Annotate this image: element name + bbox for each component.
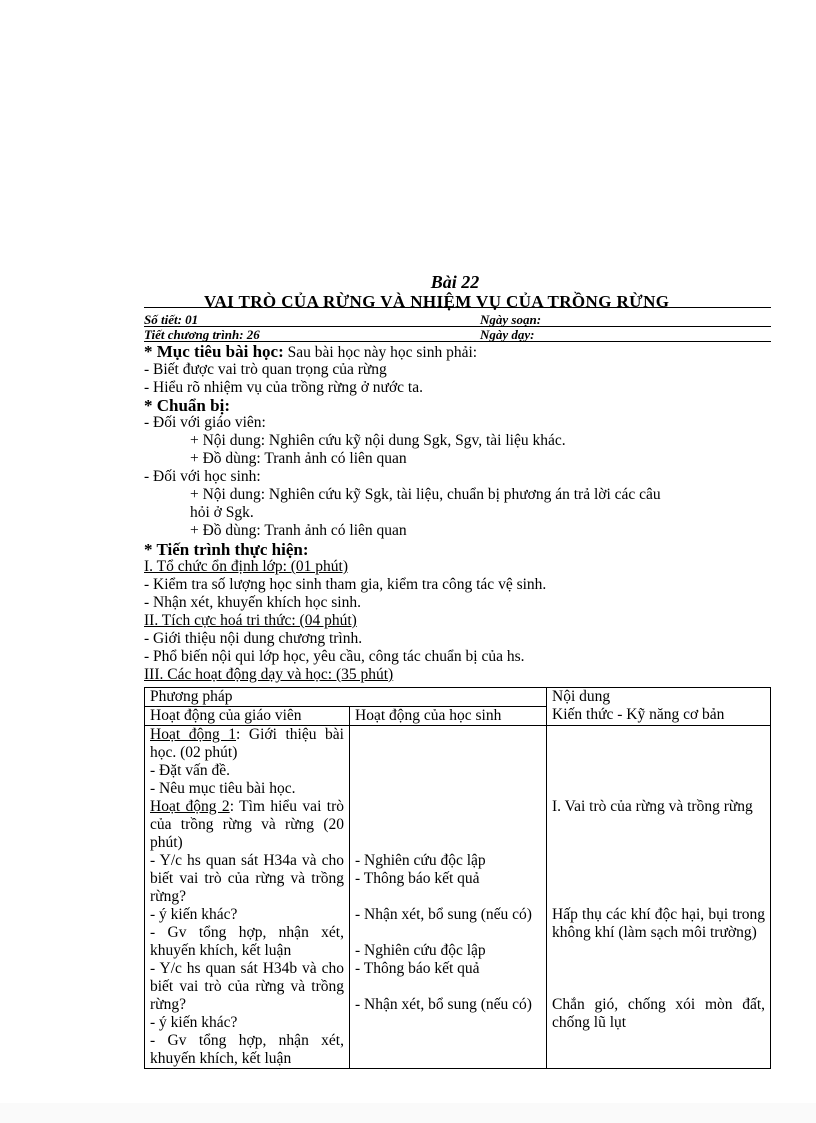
objectives-heading: * Mục tiêu bài học: bbox=[144, 342, 284, 361]
header-student: Hoạt động của học sinh bbox=[350, 707, 547, 726]
meta-tiet-chuong-trinh: Tiết chương trình: 26 bbox=[144, 327, 260, 342]
header-method: Phương pháp bbox=[145, 688, 547, 707]
activity-2 bbox=[150, 798, 344, 852]
teacher-step: - Đặt vấn đề. bbox=[150, 762, 231, 779]
teacher-other-opinion: - ý kiến khác? bbox=[150, 906, 238, 923]
process-part-2: II. Tích cực hoá tri thức: (04 phút) bbox=[144, 612, 357, 629]
objectives-line bbox=[144, 343, 477, 362]
student-spacer bbox=[355, 978, 541, 996]
student-activities-cell bbox=[350, 726, 547, 1069]
content-spacer bbox=[552, 726, 765, 798]
prep-teacher: - Đối với giáo viên: bbox=[144, 414, 266, 431]
meta-ngay-day: Ngày dạy: bbox=[480, 327, 535, 342]
content-spacer bbox=[552, 816, 765, 906]
teacher-other-opinion: - ý kiến khác? bbox=[150, 1014, 238, 1031]
lesson-plan-table bbox=[144, 687, 771, 1069]
activity-1-label: Hoạt động 1 bbox=[150, 726, 237, 743]
table-header-row bbox=[145, 688, 771, 707]
objectives-intro: Sau bài học này học sinh phải: bbox=[283, 344, 478, 361]
process-part-1: I. Tổ chức ổn định lớp: (01 phút) bbox=[144, 558, 349, 575]
teacher-step: - Nêu mục tiêu bài học. bbox=[150, 780, 296, 797]
prep-student-content-2: hỏi ở Sgk. bbox=[190, 504, 254, 521]
meta-so-tiet: Số tiết: 01 bbox=[144, 312, 199, 327]
prep-student-tools: + Đồ dùng: Tranh ảnh có liên quan bbox=[190, 522, 407, 539]
student-step: - Nhận xét, bổ sung (nếu có) bbox=[355, 906, 532, 923]
process-part-2-item: - Giới thiệu nội dung chương trình. bbox=[144, 630, 363, 647]
student-spacer bbox=[355, 924, 541, 942]
teacher-question: - Y/c hs quan sát H34a và cho biết vai trò của rừng và trồng rừng? bbox=[150, 852, 344, 905]
meta-ngay-soan: Ngày soạn: bbox=[480, 312, 542, 327]
activity-2-text: : Tìm hiểu vai trò của trồng rừng và rừng (20 phút) bbox=[150, 798, 344, 851]
teacher-activities-cell bbox=[145, 726, 350, 1069]
activity-1 bbox=[150, 726, 344, 762]
lesson-title: VAI TRÒ CỦA RỪNG VÀ NHIỆM VỤ CỦA TRỒNG RỪNG bbox=[204, 292, 670, 311]
page-bottom-edge bbox=[0, 1103, 816, 1123]
teacher-summary: - Gv tổng hợp, nhận xét, khuyến khích, kết luận bbox=[150, 1032, 344, 1067]
header-teacher: Hoạt động của giáo viên bbox=[145, 707, 350, 726]
activity-1-text: : Giới thiệu bài học. (02 phút) bbox=[150, 726, 344, 761]
process-part-1-item: - Nhận xét, khuyến khích học sinh. bbox=[144, 594, 361, 611]
header-content bbox=[547, 688, 771, 726]
student-spacer bbox=[355, 888, 541, 906]
content-point: Chắn gió, chống xói mòn đất, chống lũ lụt bbox=[552, 996, 766, 1031]
student-step: - Thông báo kết quả bbox=[355, 960, 480, 977]
student-step: - Nhận xét, bổ sung (nếu có) bbox=[355, 996, 532, 1013]
process-heading: * Tiến trình thực hiện: bbox=[144, 540, 309, 559]
teacher-summary: - Gv tổng hợp, nhận xét, khuyến khích, kết luận bbox=[150, 924, 344, 959]
process-part-3: III. Các hoạt động dạy và học: (35 phút) bbox=[144, 666, 394, 683]
prep-student: - Đối với học sinh: bbox=[144, 468, 261, 485]
content-spacer bbox=[552, 942, 765, 996]
student-step: - Nghiên cứu độc lập bbox=[355, 852, 486, 869]
student-spacer bbox=[355, 726, 541, 852]
teacher-question: - Y/c hs quan sát H34b và cho biết vai trò của rừng và trồng rừng? bbox=[150, 960, 344, 1013]
header-content-line-1: Nội dung bbox=[552, 688, 611, 705]
prep-teacher-tools: + Đồ dùng: Tranh ảnh có liên quan bbox=[190, 450, 407, 467]
process-part-1-item: - Kiểm tra số lượng học sinh tham gia, kiểm tra công tác vệ sinh. bbox=[144, 576, 547, 593]
prep-student-content-1: + Nội dung: Nghiên cứu kỹ Sgk, tài liệu, chuẩn bị phương án trả lời các câu bbox=[190, 486, 661, 503]
content-cell bbox=[547, 726, 771, 1069]
student-step: - Thông báo kết quả bbox=[355, 870, 480, 887]
header-content-line-2: Kiến thức - Kỹ năng cơ bản bbox=[552, 706, 725, 723]
preparation-heading: * Chuẩn bị: bbox=[144, 396, 230, 415]
table-row bbox=[145, 726, 771, 1069]
lesson-number: Bài 22 bbox=[430, 272, 480, 292]
title-rule bbox=[144, 307, 771, 308]
student-step: - Nghiên cứu độc lập bbox=[355, 942, 486, 959]
process-part-2-item: - Phổ biến nội qui lớp học, yêu cầu, công tác chuẩn bị của hs. bbox=[144, 648, 525, 665]
objective-item: - Hiểu rõ nhiệm vụ của trồng rừng ở nước ta. bbox=[144, 379, 423, 396]
objective-item: - Biết được vai trò quan trọng của rừng bbox=[144, 361, 387, 378]
content-section: I. Vai trò của rừng và trồng rừng bbox=[552, 798, 753, 815]
activity-2-label: Hoạt động 2 bbox=[150, 798, 230, 815]
content-point: Hấp thụ các khí độc hại, bụi trong không khí (làm sạch môi trường) bbox=[552, 906, 766, 941]
prep-teacher-content: + Nội dung: Nghiên cứu kỹ nội dung Sgk, Sgv, tài liệu khác. bbox=[190, 432, 566, 449]
